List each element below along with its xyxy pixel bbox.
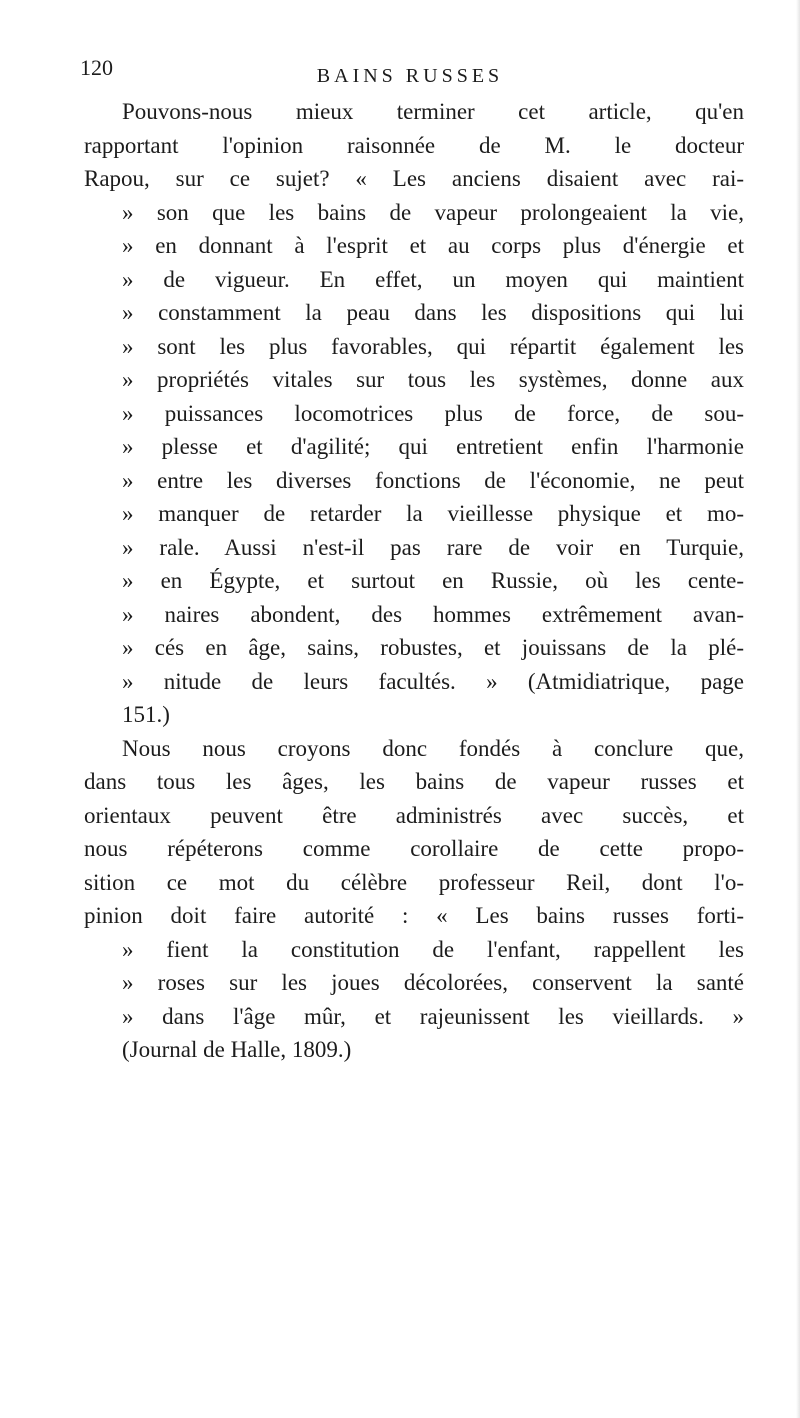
text-line: » propriétés vitales sur tous les systèmes, donne aux: [122, 367, 744, 392]
text-line: » plesse et d'agilité; qui entretient enfin l'harmonie: [122, 434, 744, 459]
text-line: 151.): [122, 702, 170, 727]
text-line: orientaux peuvent être administrés avec succès, et: [84, 802, 744, 828]
page-header: [80, 55, 740, 95]
text-line: » de vigueur. En effet, un moyen qui maintient: [122, 266, 744, 292]
text-line: » dans l'âge mûr, et rajeunissent les vieillards. »: [122, 1003, 744, 1029]
text-line: » puissances locomotrices plus de force, de sou-: [122, 400, 744, 426]
text-line: » son que les bains de vapeur prolongeaient la vie,: [122, 199, 744, 225]
text-line: pinion doit faire autorité : « Les bains russes forti-: [84, 903, 744, 928]
page-number: 120: [80, 55, 113, 80]
text-line: Pouvons-nous mieux terminer cet article, qu'en: [122, 99, 744, 124]
text-line: dans tous les âges, les bains de vapeur russes et: [84, 769, 744, 794]
text-line: (Journal de Halle, 1809.): [122, 1037, 352, 1062]
text-line: » naires abondent, des hommes extrêmement avan-: [122, 601, 744, 627]
page-edge-shadow: [796, 0, 800, 1418]
text-line: » roses sur les joues décolorées, conservent la santé: [122, 970, 744, 995]
text-line: » entre les diverses fonctions de l'économie, ne peut: [122, 467, 744, 493]
running-head: BAINS RUSSES: [316, 65, 504, 87]
text-line: » en Égypte, et surtout en Russie, où les cente-: [122, 568, 744, 593]
body-text: [84, 95, 744, 1067]
text-line: » nitude de leurs facultés. » (Atmidiatrique, page: [122, 668, 744, 694]
text-line: » en donnant à l'esprit et au corps plus d'énergie et: [122, 233, 744, 258]
text-line: » cés en âge, sains, robustes, et jouissans de la plé-: [122, 635, 744, 660]
text-line: » manquer de retarder la vieillesse physique et mo-: [122, 501, 744, 526]
text-line: nous répéterons comme corollaire de cette propo-: [84, 836, 744, 861]
text-line: Nous nous croyons donc fondés à conclure que,: [122, 735, 744, 761]
paragraph-1: [84, 95, 744, 732]
text-line: » rale. Aussi n'est-il pas rare de voir en Turquie,: [122, 534, 744, 560]
text-line: » constamment la peau dans les dispositions qui lui: [122, 300, 744, 325]
text-line: Rapou, sur ce sujet? « Les anciens disaient avec rai-: [84, 166, 744, 191]
text-line: rapportant l'opinion raisonnée de M. le docteur: [84, 132, 744, 158]
text-line: » fient la constitution de l'enfant, rappellent les: [122, 936, 744, 962]
text-line: sition ce mot du célèbre professeur Reil, dont l'o-: [84, 869, 744, 895]
text-line: » sont les plus favorables, qui répartit également les: [122, 333, 744, 359]
paragraph-2: [84, 732, 744, 1067]
